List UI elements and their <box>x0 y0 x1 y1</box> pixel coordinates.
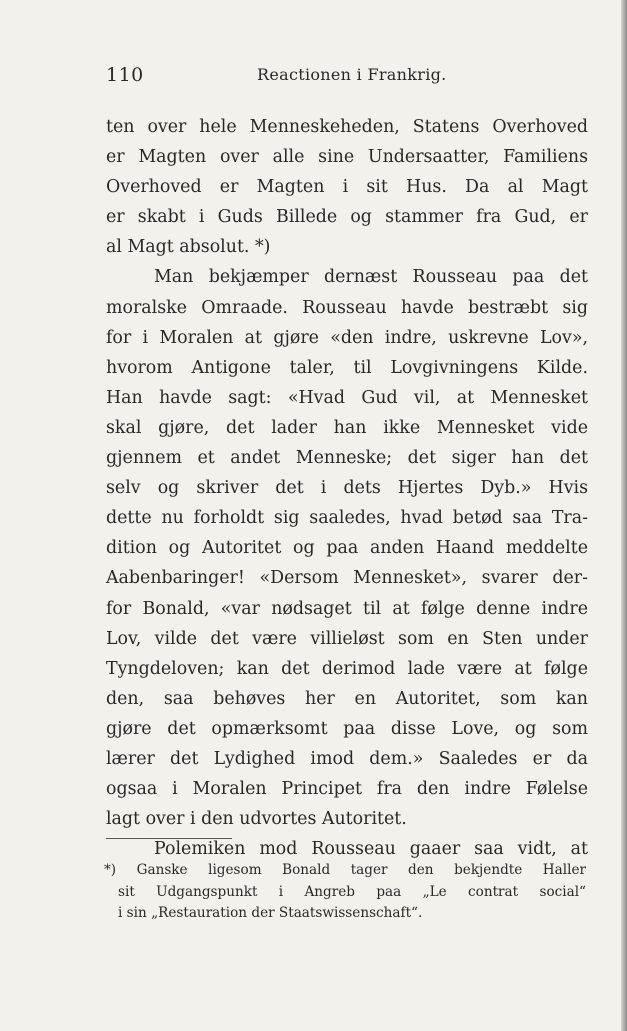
text-line: Man bekjæmper dernæst Rousseau paa det <box>154 267 588 288</box>
text-line: Lov, vilde det være villieløst som en Sten under <box>106 628 588 649</box>
text-line: Tyngdeloven; kan det derimod lade være at følge <box>106 658 588 679</box>
text-line: selv og skriver det i dets Hjertes Dyb.» Hvis <box>106 478 588 499</box>
footnote-line: i sin „Restauration der Staatswissenschaft“. <box>118 905 423 921</box>
text-line: gjøre det opmærksomt paa disse Love, og som <box>106 718 588 739</box>
text-line: lærer det Lydighed imod dem.» Saaledes er da <box>106 748 588 769</box>
text-line: dette nu forholdt sig saaledes, hvad betød saa Tra- <box>106 508 588 529</box>
text-line: Han havde sagt: «Hvad Gud vil, at Mennesket <box>106 387 588 408</box>
page-header <box>106 64 586 94</box>
text-line: skal gjøre, det lader han ikke Mennesket vide <box>106 417 588 438</box>
footnote <box>104 860 586 925</box>
text-line: al Magt absolut. *) <box>106 237 271 258</box>
text-line: ogsaa i Moralen Principet fra den indre Følelse <box>106 779 588 800</box>
text-line: Polemiken mod Rousseau gaaer saa vidt, at <box>154 839 588 860</box>
text-line: gjennem et andet Menneske; det siger han det <box>106 448 588 469</box>
text-line: hvorom Antigone taler, til Lovgivningens Kilde. <box>106 357 588 378</box>
text-line: Overhoved er Magten i sit Hus. Da al Magt <box>106 177 588 198</box>
text-line: er Magten over alle sine Undersaatter, Familiens <box>106 147 588 168</box>
text-line: dition og Autoritet og paa anden Haand meddelte <box>106 538 588 559</box>
text-line: er skabt i Guds Billede og stammer fra Gud, er <box>106 207 588 228</box>
page-number: 110 <box>106 64 144 86</box>
footnote-line: sit Udgangspunkt i Angreb paa „Le contrat social“ <box>118 883 586 900</box>
text-line: Aabenbaringer! «Dersom Mennesket», svarer der- <box>106 568 588 589</box>
page-edge <box>621 0 627 1031</box>
text-line: for Bonald, «var nødsaget til at følge denne indre <box>106 598 588 619</box>
text-line: moralske Omraade. Rousseau havde bestræbt sig <box>106 297 588 318</box>
footnote-divider <box>106 838 232 839</box>
text-line: den, saa behøves her en Autoritet, som kan <box>106 688 588 709</box>
text-line: for i Moralen at gjøre «den indre, uskrevne Lov», <box>106 327 588 348</box>
text-line: ten over hele Menneskeheden, Statens Overhoved <box>106 117 588 137</box>
text-line: lagt over i den udvortes Autoritet. <box>106 809 407 830</box>
body-text <box>106 112 588 864</box>
running-head: Reactionen i Frankrig. <box>257 65 447 84</box>
footnote-line: *) Ganske ligesom Bonald tager den bekjendte Haller <box>104 862 586 878</box>
